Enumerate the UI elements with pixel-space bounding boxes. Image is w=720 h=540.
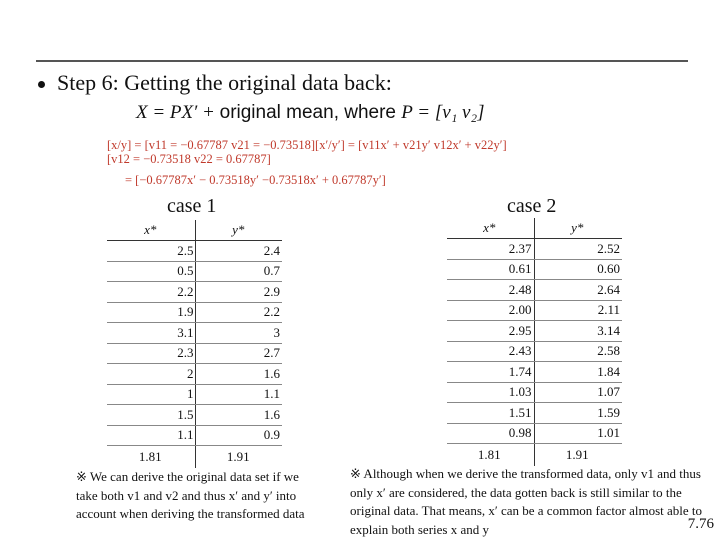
step-heading [38, 70, 392, 96]
table-row [107, 282, 282, 303]
table-cell: 0.9 [196, 425, 282, 446]
table-cell: 3.14 [534, 321, 622, 342]
table-cell: 1.1 [107, 425, 196, 446]
table-cell: 2.64 [534, 280, 622, 301]
step-title: Step 6: Getting the original data back: [57, 70, 392, 95]
table-cell: 2.9 [196, 282, 282, 303]
table-row [447, 321, 622, 342]
table-cell: 1.59 [534, 403, 622, 424]
table-cell: 1.03 [447, 382, 534, 403]
table-cell: 2.5 [107, 241, 196, 262]
table-row [107, 425, 282, 446]
note-case1: ※ We can derive the original data set if we take both v1 and v2 and thus x′ and y′ into account when deriving the transformed data [76, 469, 305, 521]
table-row [447, 403, 622, 424]
table-cell: 2.52 [534, 239, 622, 260]
table-cell: 0.60 [534, 259, 622, 280]
table-cell: 2.43 [447, 341, 534, 362]
table-cell: 0.98 [447, 423, 534, 444]
table-cell: 1 [107, 384, 196, 405]
table-cell: 0.7 [196, 261, 282, 282]
table-row [107, 364, 282, 385]
table-row [447, 259, 622, 280]
table-row [447, 423, 622, 444]
table-cell: 1.6 [196, 364, 282, 385]
table-cell: 2.2 [107, 282, 196, 303]
table-cell: 2.00 [447, 300, 534, 321]
case1-table [107, 220, 282, 468]
table-cell: y* [534, 218, 622, 239]
bullet-icon [38, 81, 45, 88]
table-cell: 1.5 [107, 405, 196, 426]
table-cell: 0.61 [447, 259, 534, 280]
top-divider [36, 60, 688, 62]
table-row [107, 384, 282, 405]
table-cell: 1.07 [534, 382, 622, 403]
table-cell: 2.3 [107, 343, 196, 364]
table-row [107, 241, 282, 262]
table-cell: 2.37 [447, 239, 534, 260]
table-row [447, 239, 622, 260]
table-cell: 2 [107, 364, 196, 385]
table-cell: 0.5 [107, 261, 196, 282]
table-row [447, 382, 622, 403]
table-cell: 1.81 [447, 444, 534, 467]
table-cell: 1.9 [107, 302, 196, 323]
table-cell: x* [107, 220, 196, 241]
table-cell: 2.11 [534, 300, 622, 321]
table-cell: 1.01 [534, 423, 622, 444]
page-number: 7.76 [687, 516, 714, 532]
matrix-equation-line1: [x/y] = [v11 = −0.67787 v21 = −0.73518][x′/y′] = [v11x′ + v21y′ v12x′ + v22y′] [107, 138, 507, 152]
note-case2: ※ Although when we derive the transformed data, only v1 and thus only x′ are considered, the data gotten back is still similar to the original data. That means, x′ can be a common factor almost able to explain both series x and y [350, 466, 703, 537]
table-cell: 2.58 [534, 341, 622, 362]
table-cell: 3.1 [107, 323, 196, 344]
table-row [107, 302, 282, 323]
table-cell: 1.51 [447, 403, 534, 424]
table-cell: 1.81 [107, 446, 196, 469]
matrix-equation-line2: = [−0.67787x′ − 0.73518y′ −0.73518x′ + 0.67787y′] [125, 173, 386, 187]
table-cell: 1.84 [534, 362, 622, 383]
table-cell: x* [447, 218, 534, 239]
case2-table [447, 218, 622, 466]
table-cell: 2.48 [447, 280, 534, 301]
case1-title: case 1 [167, 195, 217, 217]
table-cell: 1.1 [196, 384, 282, 405]
table-cell: 3 [196, 323, 282, 344]
table-row [107, 323, 282, 344]
table-mean-row [107, 446, 282, 469]
table-header-row [107, 220, 282, 241]
table-row [447, 362, 622, 383]
table-cell: 1.74 [447, 362, 534, 383]
table-cell: 1.91 [226, 449, 250, 464]
formula-lhs: X = PX′ + [136, 102, 220, 123]
table-row [447, 280, 622, 301]
table-cell: 1.91 [565, 447, 589, 462]
table-row [107, 405, 282, 426]
table-row [447, 341, 622, 362]
table-header-row [447, 218, 622, 239]
main-formula [136, 102, 484, 124]
table-row [107, 343, 282, 364]
table-cell: 2.95 [447, 321, 534, 342]
matrix-equation-line1b: [v12 = −0.73518 v22 = 0.67787] [107, 152, 271, 166]
table-row [447, 300, 622, 321]
table-cell: 2.2 [196, 302, 282, 323]
table-row [107, 261, 282, 282]
table-cell: 2.7 [196, 343, 282, 364]
formula-text: original mean, where [219, 102, 402, 123]
table-mean-row [447, 444, 622, 467]
table-cell: 1.6 [196, 405, 282, 426]
table-cell: y* [196, 220, 282, 241]
table-cell: 2.4 [196, 241, 282, 262]
case2-title: case 2 [507, 195, 557, 217]
formula-rhs: P = [v₁ v₂] [401, 102, 485, 123]
